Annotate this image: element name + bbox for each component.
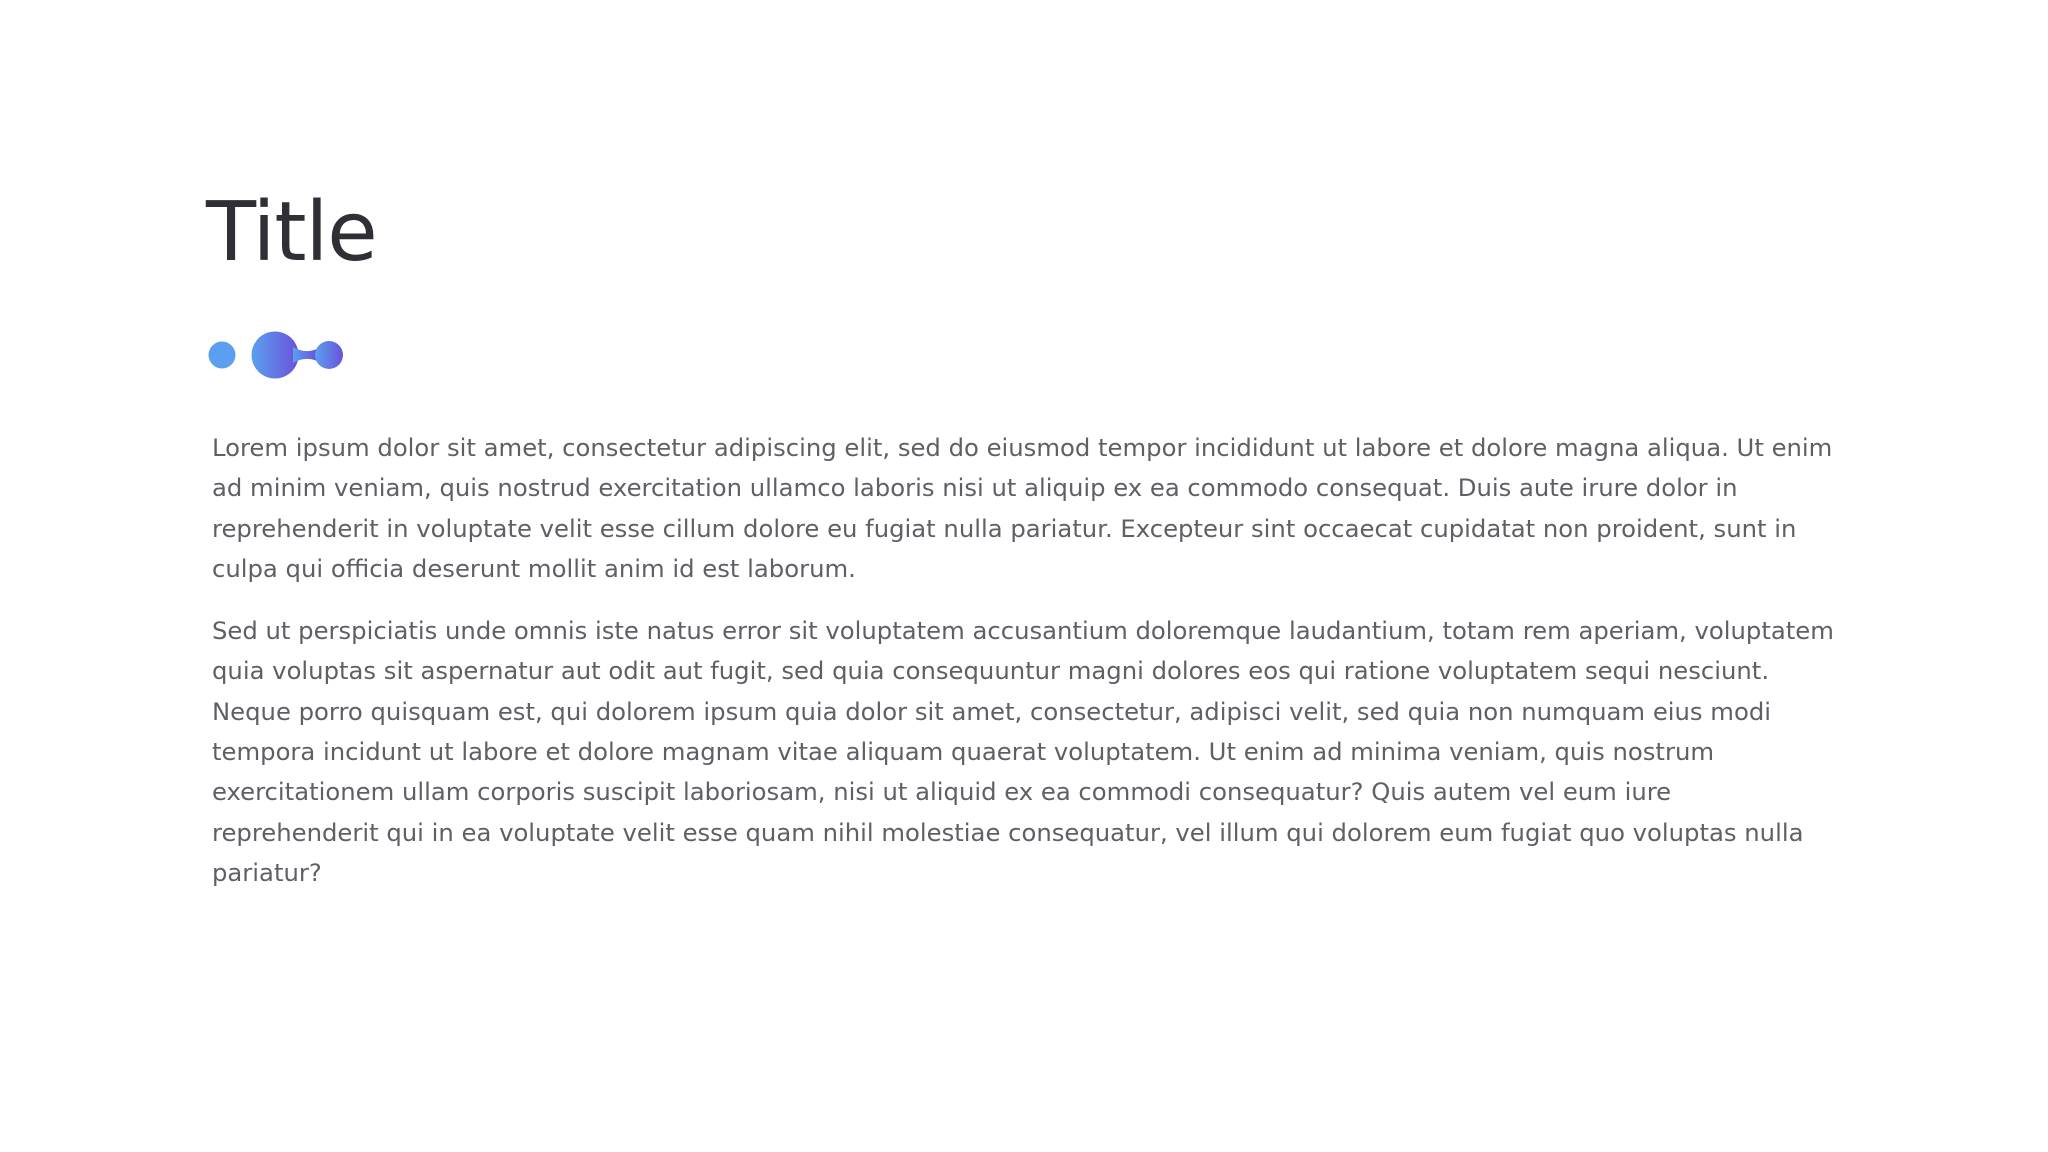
- paragraph-1: Lorem ipsum dolor sit amet, consectetur adipiscing elit, sed do eiusmod tempor incididunt ut labore et dolore magna aliqua. Ut enim ad minim veniam, quis nostrud exercitation ullamco laboris nisi ut aliquip ex ea commodo consequat. Duis aute irure dolor in reprehenderit in voluptate velit esse cillum dolore eu fugiat nulla pariatur. Excepteur sint occaecat cupidatat non proident, sunt in culpa qui officia deserunt mollit anim id est laborum.: [212, 433, 1833, 583]
- molecule-decoration-icon: [205, 325, 355, 385]
- body-text: [212, 428, 1842, 915]
- linked-dots-icon: [252, 332, 344, 379]
- paragraph-2: Sed ut perspiciatis unde omnis iste natus error sit voluptatem accusantium doloremque laudantium, totam rem aperiam, voluptatem quia voluptas sit aspernatur aut odit aut fugit, sed quia consequuntur magni dolores eos qui ratione voluptatem sequi nesciunt. Neque porro quisquam est, qui dolorem ipsum quia dolor sit amet, consectetur, adipisci velit, sed quia non numquam eius modi tempora incidunt ut labore et dolore magnam vitae aliquam quaerat voluptatem. Ut enim ad minima veniam, quis nostrum exercitationem ullam corporis suscipit laboriosam, nisi ut aliquid ex ea commodi consequatur? Quis autem vel eum iure reprehenderit qui in ea voluptate velit esse quam nihil molestiae consequatur, vel illum qui dolorem eum fugiat quo voluptas nulla pariatur?: [212, 616, 1834, 887]
- slide-title: Title: [206, 185, 377, 280]
- small-dot-icon: [209, 342, 236, 369]
